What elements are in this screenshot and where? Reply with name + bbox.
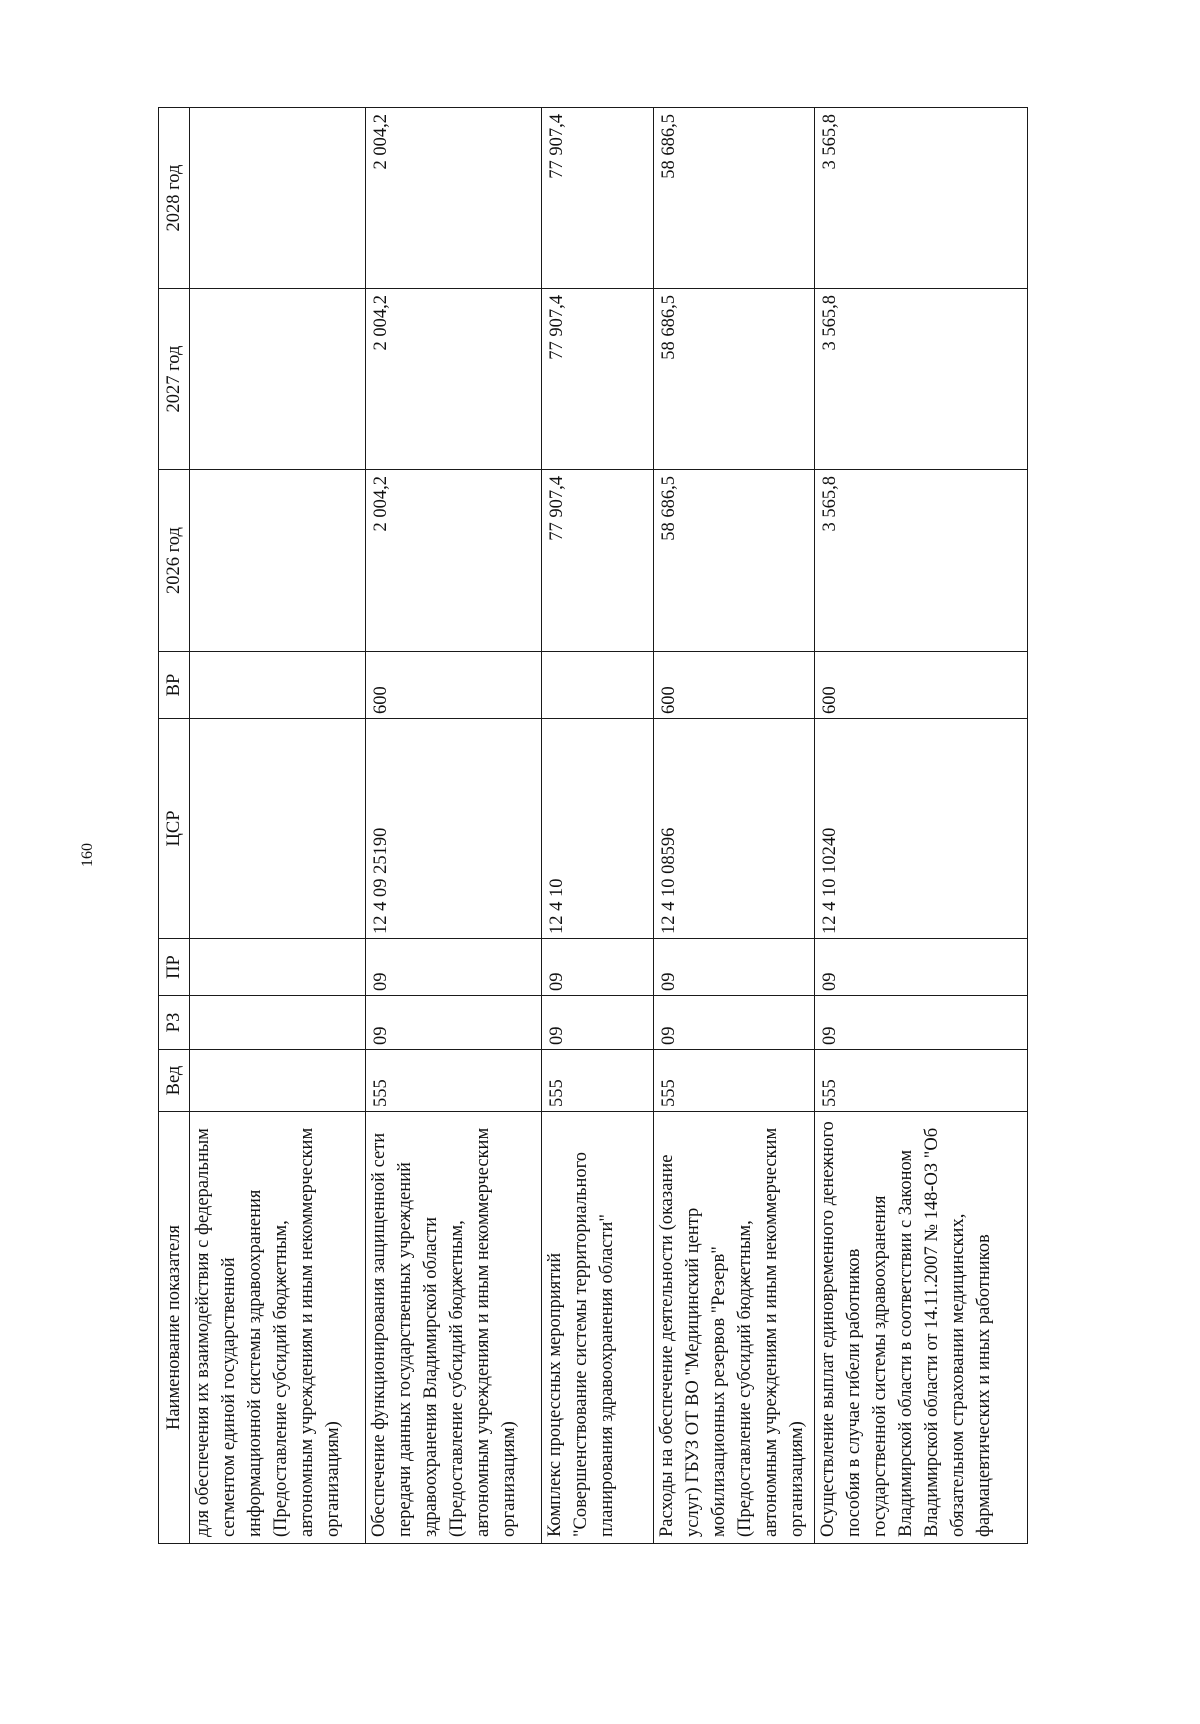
cell-2028: 3 565,8 <box>814 108 1027 289</box>
cell-csr <box>190 719 366 939</box>
cell-ved: 555 <box>365 1050 541 1112</box>
cell-2026 <box>190 470 366 652</box>
table-row <box>365 108 541 1544</box>
page-number: 160 <box>79 843 96 867</box>
cell-vr <box>190 652 366 719</box>
cell-pr: 09 <box>365 939 541 996</box>
budget-table <box>158 107 1028 1544</box>
cell-csr: 12 4 10 10240 <box>814 719 1027 939</box>
cell-2028: 77 907,4 <box>541 108 654 289</box>
cell-2026: 77 907,4 <box>541 470 654 652</box>
cell-2026: 3 565,8 <box>814 470 1027 652</box>
cell-ved: 555 <box>814 1050 1027 1112</box>
cell-2026: 2 004,2 <box>365 470 541 652</box>
cell-rz: 09 <box>541 996 654 1050</box>
header-ved: Вед <box>159 1050 190 1112</box>
cell-vr: 600 <box>365 652 541 719</box>
cell-2028 <box>190 108 366 289</box>
cell-csr: 12 4 09 25190 <box>365 719 541 939</box>
table-row <box>190 108 366 1544</box>
cell-rz: 09 <box>814 996 1027 1050</box>
cell-2027: 2 004,2 <box>365 289 541 470</box>
table-row <box>814 108 1027 1544</box>
cell-2027: 58 686,5 <box>654 289 815 470</box>
cell-name: Осуществление выплат единовременного денежного пособия в случае гибели работников государственной системы здравоохранения Владимирской области в соответствии с Законом Владимирской области от 14.11.2007 № 148-ОЗ "Об обязательном страховании медицинских, фармацевтических и иных работников <box>814 1112 1027 1544</box>
header-name: Наименование показателя <box>159 1112 190 1544</box>
table-header-row <box>159 108 190 1544</box>
cell-2027: 77 907,4 <box>541 289 654 470</box>
header-2027: 2027 год <box>159 289 190 470</box>
cell-pr: 09 <box>654 939 815 996</box>
cell-rz: 09 <box>654 996 815 1050</box>
cell-ved <box>190 1050 366 1112</box>
cell-2028: 2 004,2 <box>365 108 541 289</box>
cell-ved: 555 <box>654 1050 815 1112</box>
header-rz: РЗ <box>159 996 190 1050</box>
header-vr: ВР <box>159 652 190 719</box>
cell-name: Расходы на обеспечение деятельности (оказание услуг) ГБУЗ ОТ ВО "Медицинский центр мобилизационных резервов "Резерв" (Предоставление субсидий бюджетным, автономным учреждениям и иным некоммерческим организациям) <box>654 1112 815 1544</box>
cell-vr: 600 <box>814 652 1027 719</box>
cell-pr: 09 <box>541 939 654 996</box>
cell-csr: 12 4 10 <box>541 719 654 939</box>
cell-ved: 555 <box>541 1050 654 1112</box>
cell-vr <box>541 652 654 719</box>
cell-2027: 3 565,8 <box>814 289 1027 470</box>
cell-rz: 09 <box>365 996 541 1050</box>
header-csr: ЦСР <box>159 719 190 939</box>
cell-pr <box>190 939 366 996</box>
cell-csr: 12 4 10 08596 <box>654 719 815 939</box>
table-row <box>654 108 815 1544</box>
cell-name: для обеспечения их взаимодействия с федеральным сегментом единой государственной информационной системы здравоохранения (Предоставление субсидий бюджетным, автономным учреждениям и иным некоммерческим организациям) <box>190 1112 366 1544</box>
header-2028: 2028 год <box>159 108 190 289</box>
cell-2028: 58 686,5 <box>654 108 815 289</box>
cell-2026: 58 686,5 <box>654 470 815 652</box>
header-pr: ПР <box>159 939 190 996</box>
header-2026: 2026 год <box>159 470 190 652</box>
cell-rz <box>190 996 366 1050</box>
cell-name: Обеспечение функционирования защищенной сети передачи данных государственных учреждений здравоохранения Владимирской области (Предоставление субсидий бюджетным, автономным учреждениям и иным некоммерческим организациям) <box>365 1112 541 1544</box>
table-row <box>541 108 654 1544</box>
cell-name: Комплекс процессных мероприятий "Совершенствование системы территориального планирования здравоохранения области" <box>541 1112 654 1544</box>
cell-vr: 600 <box>654 652 815 719</box>
cell-2027 <box>190 289 366 470</box>
rotated-table-container <box>158 108 1028 1544</box>
cell-pr: 09 <box>814 939 1027 996</box>
